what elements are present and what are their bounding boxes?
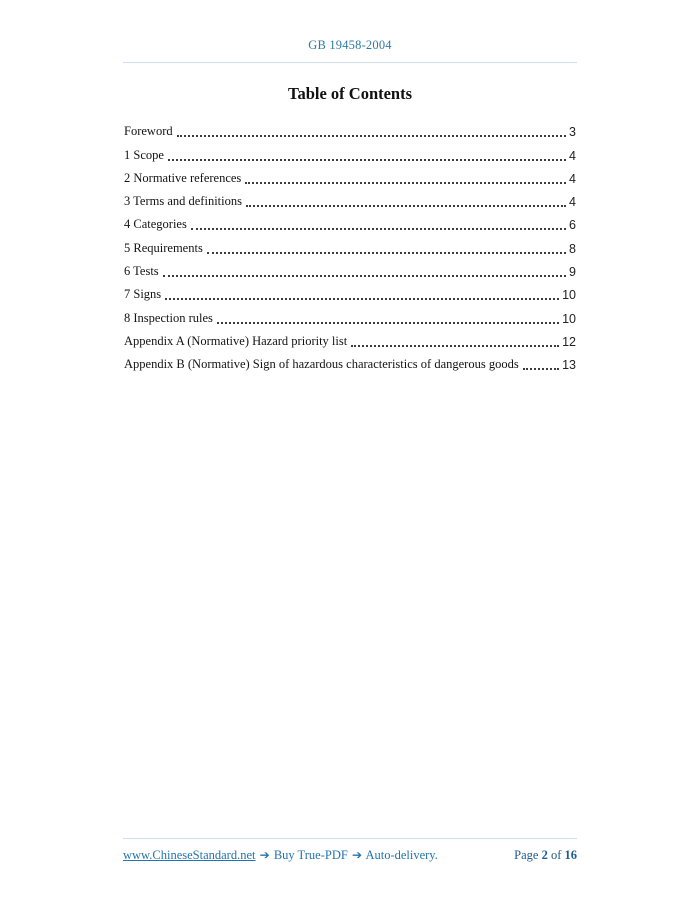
toc-entry[interactable] [124,326,576,349]
toc-entry-label: 3 Terms and definitions [124,194,242,209]
toc-entry[interactable] [124,302,576,325]
table-of-contents [124,116,576,372]
toc-entry-label: 8 Inspection rules [124,310,213,325]
toc-entry-label: 1 Scope [124,147,164,162]
toc-entry[interactable] [124,232,576,255]
toc-entry[interactable] [124,116,576,139]
toc-entry-page: 6 [569,218,576,233]
toc-dotted-leader [177,135,566,137]
toc-entry-page: 10 [562,311,576,326]
toc-entry-page: 12 [562,334,576,349]
toc-dotted-leader [191,228,566,230]
toc-dotted-leader [168,159,566,161]
page-indicator [514,848,577,863]
toc-dotted-leader [351,345,559,347]
toc-entry-page: 4 [569,195,576,210]
page-indicator-of: of [550,848,562,862]
page-footer [123,838,577,863]
toc-entry-label: 5 Requirements [124,240,203,255]
toc-entry[interactable] [124,186,576,209]
footer-promo [123,848,438,863]
toc-dotted-leader [245,182,566,184]
toc-entry-label: 7 Signs [124,287,162,302]
toc-entry[interactable] [124,279,576,302]
toc-entry-page: 9 [569,265,576,280]
toc-entry-page: 4 [569,171,576,186]
toc-entry-label: 4 Categories [124,217,187,232]
toc-entry[interactable] [124,349,576,372]
footer-delivery-label: Auto-delivery. [365,848,438,862]
toc-entry[interactable] [124,209,576,232]
toc-entry-page: 4 [569,148,576,163]
toc-entry-label: 6 Tests [124,264,159,279]
page-current: 2 [541,848,548,862]
arrow-icon: ➔ [351,848,362,862]
toc-dotted-leader [246,205,566,207]
toc-entry[interactable] [124,256,576,279]
toc-entry-label: 2 Normative references [124,170,242,185]
toc-dotted-leader [163,275,566,277]
header-divider [123,62,577,63]
footer-website-link[interactable]: www.ChineseStandard.net [123,848,256,862]
arrow-icon: ➔ [259,848,270,862]
page-total: 16 [564,848,577,862]
toc-entry-page: 3 [569,125,576,140]
toc-entry-label: Appendix B (Normative) Sign of hazardous characteristics of dangerous goods [124,357,519,372]
footer-buy-label: Buy True-PDF [273,848,348,862]
standard-number-header: GB 19458-2004 [308,38,392,52]
toc-dotted-leader [165,298,559,300]
toc-entry[interactable] [124,139,576,162]
toc-dotted-leader [523,368,559,370]
page-title: Table of Contents [287,84,413,103]
toc-entry-label: Appendix A (Normative) Hazard priority list [124,333,348,348]
page-indicator-label: Page [514,848,539,862]
toc-entry[interactable] [124,163,576,186]
toc-entry-page: 10 [562,288,576,303]
toc-dotted-leader [217,322,559,324]
toc-entry-page: 8 [569,241,576,256]
toc-dotted-leader [207,252,566,254]
toc-entry-label: Foreword [124,124,173,139]
toc-entry-page: 13 [562,358,576,373]
